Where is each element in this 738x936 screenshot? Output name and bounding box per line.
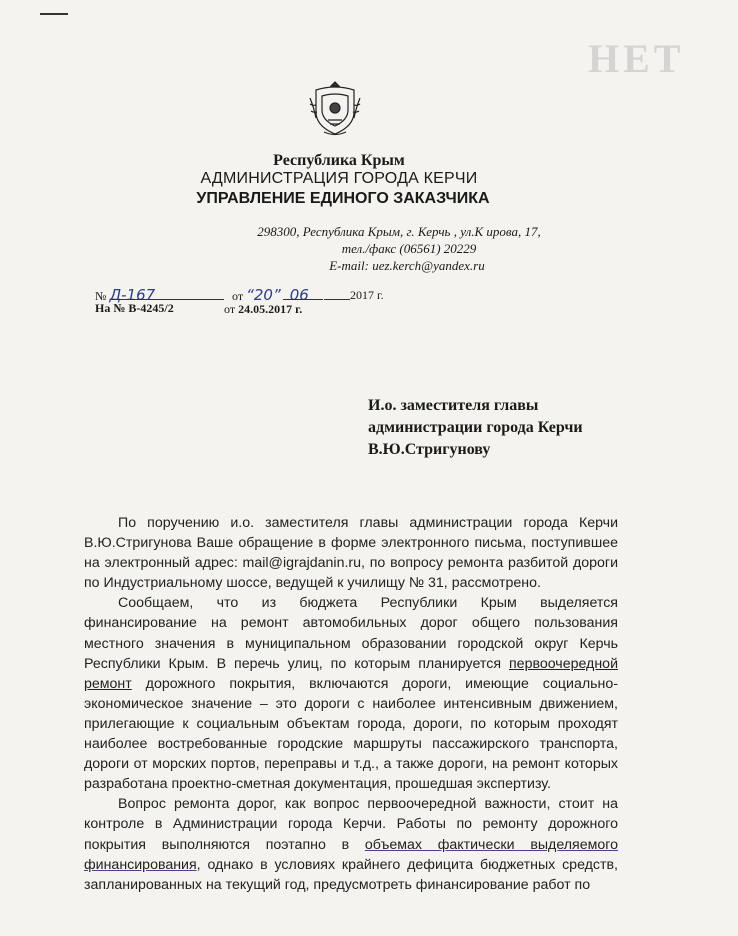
coat-of-arms-icon bbox=[306, 78, 364, 138]
month-underline bbox=[324, 299, 350, 300]
outgoing-date-month: 06 bbox=[289, 286, 309, 304]
header-republic: Республика Крым bbox=[273, 152, 405, 169]
paragraph-2 bbox=[84, 593, 618, 794]
outgoing-date-label: от bbox=[232, 289, 244, 303]
letter-body bbox=[84, 513, 618, 895]
paragraph-2-text-a: Сообщаем, что из бюджета Республики Крым выделяется финансирование на ремонт автомобильных дорог общего пользования местного значения в муниципальном образовании городской округ Керчь Республики Крым. В перечь улиц, по которым планируется bbox=[84, 595, 618, 672]
paragraph-2-underlined: первоочередной ремонт bbox=[84, 655, 618, 692]
addressee-line-2: администрации города Керчи bbox=[368, 419, 583, 436]
reference-date-value: 24.05.2017 г. bbox=[238, 302, 303, 316]
sender-address: 298300, Республика Крым, г. Керчь , ул.К ирова, 17, bbox=[257, 224, 541, 239]
sender-phone: тел./факс (06561) 20229 bbox=[341, 241, 477, 256]
date-underline bbox=[283, 299, 323, 300]
outgoing-number-label: № bbox=[95, 289, 107, 303]
outgoing-date-year: 2017 г. bbox=[350, 288, 384, 302]
scan-mark bbox=[40, 13, 68, 15]
paragraph-2-text-b: дорожного покрытия, включаются дороги, имеющие социально-экономическое значение – это дороги с наиболее интенсивным движением, прилегающие к социальным объектам города, дороги, по которым проходят наиболее востребованные городские маршруты пассажирского транспорта, дороги от морских портов, переправы и т.д., а также дороги, на ремонт которых разработана проектно-сметная документация, прошедшая экспертизу. bbox=[84, 675, 618, 793]
reference-number: На № В-4245/2 bbox=[95, 301, 174, 315]
outgoing-date-day: “20” bbox=[246, 286, 281, 304]
addressee-line-1: И.о. заместителя главы bbox=[368, 397, 539, 414]
paragraph-3 bbox=[84, 794, 618, 894]
reference-date-label: от bbox=[224, 302, 236, 316]
reference-date bbox=[224, 302, 302, 317]
addressee-line-3: В.Ю.Стригунову bbox=[368, 441, 491, 458]
paragraph-1: По поручению и.о. заместителя главы администрации города Керчи В.Ю.Стригунова Ваше обращение в форме электронного письма, поступившее на электронный адрес: mail@igrajdanin.ru, по вопросу ремонта разбитой дороги по Индустриальному шоссе, ведущей к училищу № 31, рассмотрено. bbox=[84, 515, 618, 592]
paragraph-3-text-b: , однако в условиях крайнего дефицита бюджетных средств, запланированных на текущий год, предусмотреть финансирование работ по bbox=[84, 856, 618, 893]
paragraph-3-underlined: объемах фактически выделяемого финансирования bbox=[84, 836, 618, 873]
outgoing-number-value: Д-167 bbox=[109, 286, 156, 304]
paragraph-3-text-a: Вопрос ремонта дорог, как вопрос первоочередной важности, стоит на контроле в Администрации города Керчи. Работы по ремонту дорожного покрытия выполняются поэтапно в bbox=[84, 796, 618, 853]
header-department: УПРАВЛЕНИЕ ЕДИНОГО ЗАКАЗЧИКА bbox=[196, 190, 490, 207]
sender-email: E-mail: uez.kerch@yandex.ru bbox=[329, 258, 485, 273]
addressee-block bbox=[368, 395, 583, 461]
number-underline bbox=[112, 299, 224, 300]
bleed-through-text: НЕТ bbox=[588, 36, 685, 81]
header-administration: АДМИНИСТРАЦИЯ ГОРОДА КЕРЧИ bbox=[200, 170, 478, 187]
